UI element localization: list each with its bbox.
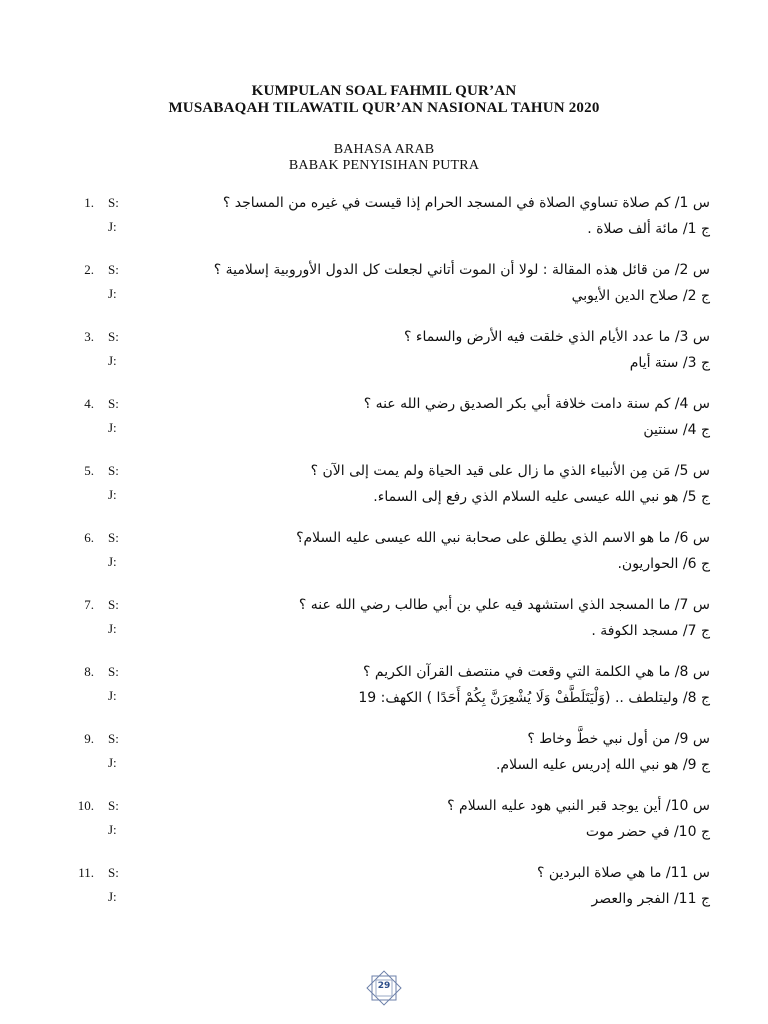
question-number: 5. <box>84 463 94 478</box>
question-text: س 9/ من أول نبي خطَّ وخاط ؟ <box>527 731 710 747</box>
question-item <box>0 195 768 255</box>
question-number: 1. <box>84 195 94 210</box>
title-line-1: KUMPULAN SOAL FAHMIL QUR’AN <box>251 83 517 99</box>
question-number: 9. <box>84 731 94 746</box>
s-label: S: <box>108 463 119 478</box>
s-label: S: <box>108 530 119 545</box>
s-label: S: <box>108 664 119 679</box>
s-label: S: <box>108 396 119 411</box>
j-label: J: <box>108 621 117 636</box>
question-number: 10. <box>77 798 94 813</box>
question-text: س 6/ ما هو الاسم الذي يطلق على صحابة نبي الله عيسى عليه السلام؟ <box>296 530 710 546</box>
j-label: J: <box>108 487 117 502</box>
j-label: J: <box>108 688 117 703</box>
question-item <box>0 463 768 523</box>
question-item <box>0 530 768 590</box>
j-label: J: <box>108 219 117 234</box>
question-item <box>0 798 768 858</box>
question-item <box>0 329 768 389</box>
question-text: س 3/ ما عدد الأيام الذي خلقت فيه الأرض والسماء ؟ <box>404 329 710 345</box>
question-number: 8. <box>84 664 94 679</box>
answer-text: ج 1/ مائة ألف صلاة . <box>587 221 710 237</box>
question-item <box>0 262 768 322</box>
answer-text: ج 10/ في حضر موت <box>585 824 710 840</box>
answer-text: ج 3/ ستة أيام <box>629 355 710 371</box>
answer-text: ج 8/ وليتلطف .. (وَلْيَتَلَطَّفْ وَلَا يُشْعِرَنَّ بِكُمْ أَحَدًا ) الكهف: 19 <box>358 690 710 706</box>
question-text: س 8/ ما هي الكلمة التي وقعت في منتصف القرآن الكريم ؟ <box>363 664 710 680</box>
s-label: S: <box>108 262 119 277</box>
s-label: S: <box>108 195 119 210</box>
question-text: س 1/ كم صلاة تساوي الصلاة في المسجد الحرام إذا قيست في غيره من المساجد ؟ <box>222 195 710 211</box>
answer-text: ج 11/ الفجر والعصر <box>591 891 710 907</box>
question-number: 2. <box>84 262 94 277</box>
s-label: S: <box>108 865 119 880</box>
question-text: س 2/ من قائل هذه المقالة : لولا أن الموت أتاني لجعلت كل الدول الأوروبية إسلامية ؟ <box>213 262 710 278</box>
subtitle-line-1: BAHASA ARAB <box>333 142 435 157</box>
page-number: 29 <box>377 981 391 991</box>
question-item <box>0 731 768 791</box>
j-label: J: <box>108 420 117 435</box>
s-label: S: <box>108 731 119 746</box>
question-number: 7. <box>84 597 94 612</box>
j-label: J: <box>108 554 117 569</box>
question-text: س 10/ أين يوجد قبر النبي هود عليه السلام ؟ <box>447 798 710 814</box>
answer-text: ج 4/ سنتين <box>643 422 710 438</box>
j-label: J: <box>108 286 117 301</box>
s-label: S: <box>108 329 119 344</box>
question-text: س 7/ ما المسجد الذي استشهد فيه علي بن أبي طالب رضي الله عنه ؟ <box>298 597 710 613</box>
question-number: 11. <box>78 865 94 880</box>
question-item <box>0 597 768 657</box>
answer-text: ج 7/ مسجد الكوفة . <box>591 623 710 639</box>
answer-text: ج 6/ الحواريون. <box>617 556 710 572</box>
answer-text: ج 9/ هو نبي الله إدريس عليه السلام. <box>495 757 710 773</box>
question-item <box>0 664 768 724</box>
j-label: J: <box>108 755 117 770</box>
page-footer <box>362 968 406 1008</box>
question-text: س 4/ كم سنة دامت خلافة أبي بكر الصديق رضي الله عنه ؟ <box>363 396 710 412</box>
j-label: J: <box>108 889 117 904</box>
title-line-2: MUSABAQAH TILAWATIL QUR’AN NASIONAL TAHUN 2020 <box>168 100 600 116</box>
answer-text: ج 5/ هو نبي الله عيسى عليه السلام الذي رفع إلى السماء. <box>373 489 710 505</box>
s-label: S: <box>108 798 119 813</box>
question-item <box>0 865 768 925</box>
s-label: S: <box>108 597 119 612</box>
question-text: س 5/ مَن مِن الأنبياء الذي ما زال على قيد الحياة ولم يمت إلى الآن ؟ <box>310 463 710 479</box>
document-header <box>0 83 768 117</box>
subtitle-line-2: BABAK PENYISIHAN PUTRA <box>288 158 480 173</box>
j-label: J: <box>108 353 117 368</box>
answer-text: ج 2/ صلاح الدين الأيوبي <box>571 288 710 304</box>
question-number: 6. <box>84 530 94 545</box>
j-label: J: <box>108 822 117 837</box>
question-number: 4. <box>84 396 94 411</box>
document-subheader <box>0 142 768 174</box>
question-text: س 11/ ما هي صلاة البردين ؟ <box>536 865 710 881</box>
question-number: 3. <box>84 329 94 344</box>
question-item <box>0 396 768 456</box>
